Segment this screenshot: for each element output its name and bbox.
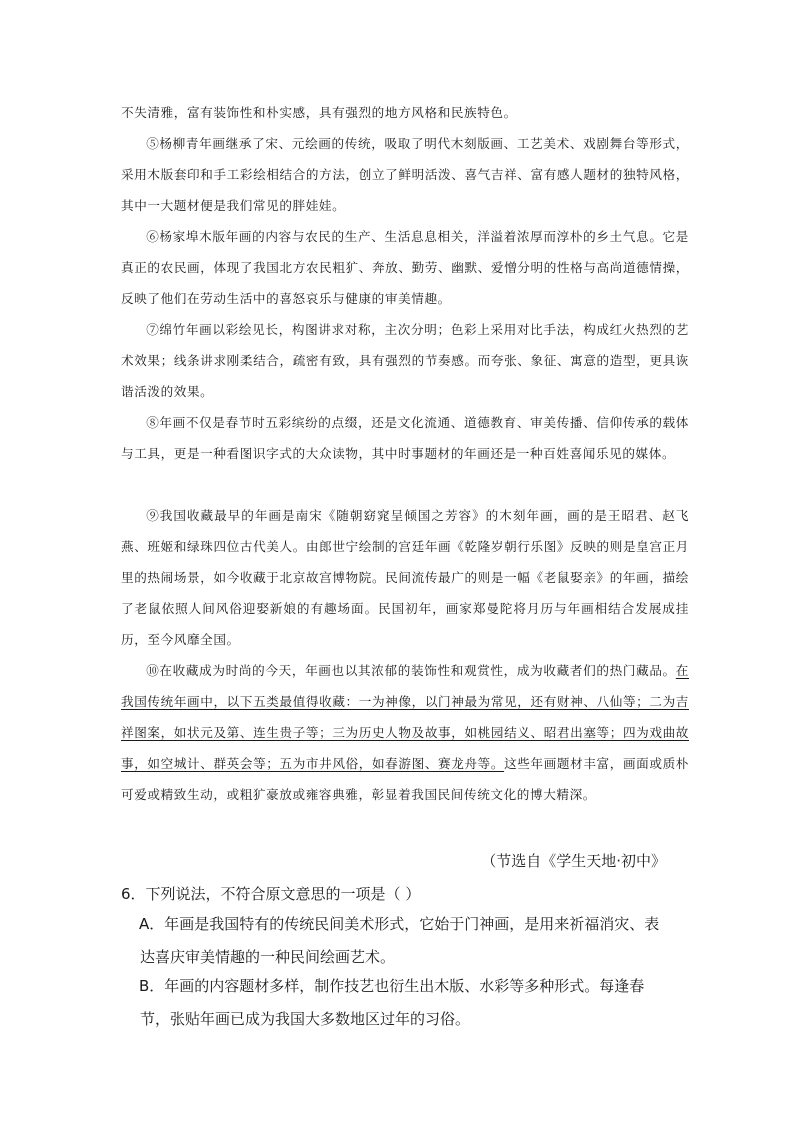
paragraph-6: ⑥杨家埠木版年画的内容与农民的生产、生活息息相关，洋溢着浓厚而淳朴的乡土气息。它是真正的农民画，体现了我国北方农民粗犷、奔放、勤劳、幽默、爱憎分明的性格与高尚道德情操，反映了他们在劳动生活中的喜怒哀乐与健康的审美情趣。 [121,229,689,306]
paragraph-10-intro: ⑩在收藏成为时尚的今天，年画也以其浓郁的装饰性和观赏性，成为收藏者们的热门藏品。 [146,663,676,678]
paragraph-10-ending: 这些年画题材丰富，画面或质朴可爱或精致生动，或粗犷豪放或雍容典雅，彰显着我国民间传统文化的博大精深。 [121,756,689,802]
paragraph-5: ⑤杨柳青年画继承了宋、元绘画的传统，吸取了明代木刻版画、工艺美术、戏剧舞台等形式，采用木版套印和手工彩绘相结合的方法，创立了鲜明活泼、喜气吉祥、富有感人题材的独特风格，其中一大题材便是我们常见的胖娃娃。 [121,136,689,213]
option-a: A．年画是我国特有的传统民间美术形式，它始于门神画，是用来祈福消灾、表达喜庆审美情趣的一种民间绘画艺术。 [139,915,660,966]
paragraph-10-underlined: 在我国传统年画中，以下五类最值得收藏：一为神像，以门神最为常见，还有财神、八仙等；二为吉祥图案，如状元及第、连生贵子等；三为历史人物及故事，如桃园结义、昭君出塞等；四为戏曲故事，如空城计、群英会等；五为市井风俗，如春游图、赛龙舟等。 [121,663,689,771]
paragraph-10 [121,655,689,810]
paragraph-9: ⑨我国收藏最早的年画是南宋《随朝窈窕呈倾国之芳容》的木刻年画，画的是王昭君、赵飞燕、班姬和绿珠四位古代美人。由郎世宁绘制的宫廷年画《乾隆岁朝行乐图》反映的则是皇宫正月里的热闹场景，如今收藏于北京故宫博物院。民间流传最广的则是一幅《老鼠娶亲》的年画，描绘了老鼠依照人间风俗迎娶新娘的有趣场面。民国初年，画家郑曼陀将月历与年画相结合发展成挂历，至今风靡全国。 [121,508,689,647]
paragraph-8: ⑧年画不仅是春节时五彩缤纷的点缀，还是文化流通、道德教育、审美传播、信仰传承的载体与工具，更是一种看图识字式的大众读物，其中时事题材的年画还是一种百姓喜闻乐见的媒体。 [121,415,689,461]
question-stem: 6．下列说法，不符合原文意思的一项是（ ） [121,885,421,903]
source-citation: （节选自《学生天地·初中》 [481,852,666,870]
paragraph-continuation: 不失清雅，富有装饰性和朴实感，具有强烈的地方风格和民族特色。 [121,105,517,120]
option-b: B．年画的内容题材多样，制作技艺也衍生出木版、水彩等多种形式。每逢春节，张贴年画已成为我国大多数地区过年的习俗。 [139,977,645,1028]
paragraph-7: ⑦绵竹年画以彩绘见长，构图讲求对称，主次分明；色彩上采用对比手法，构成红火热烈的艺术效果；线条讲求刚柔结合，疏密有致，具有强烈的节奏感。而夸张、象征、寓意的造型，更具诙谐活泼的效果。 [121,322,689,399]
